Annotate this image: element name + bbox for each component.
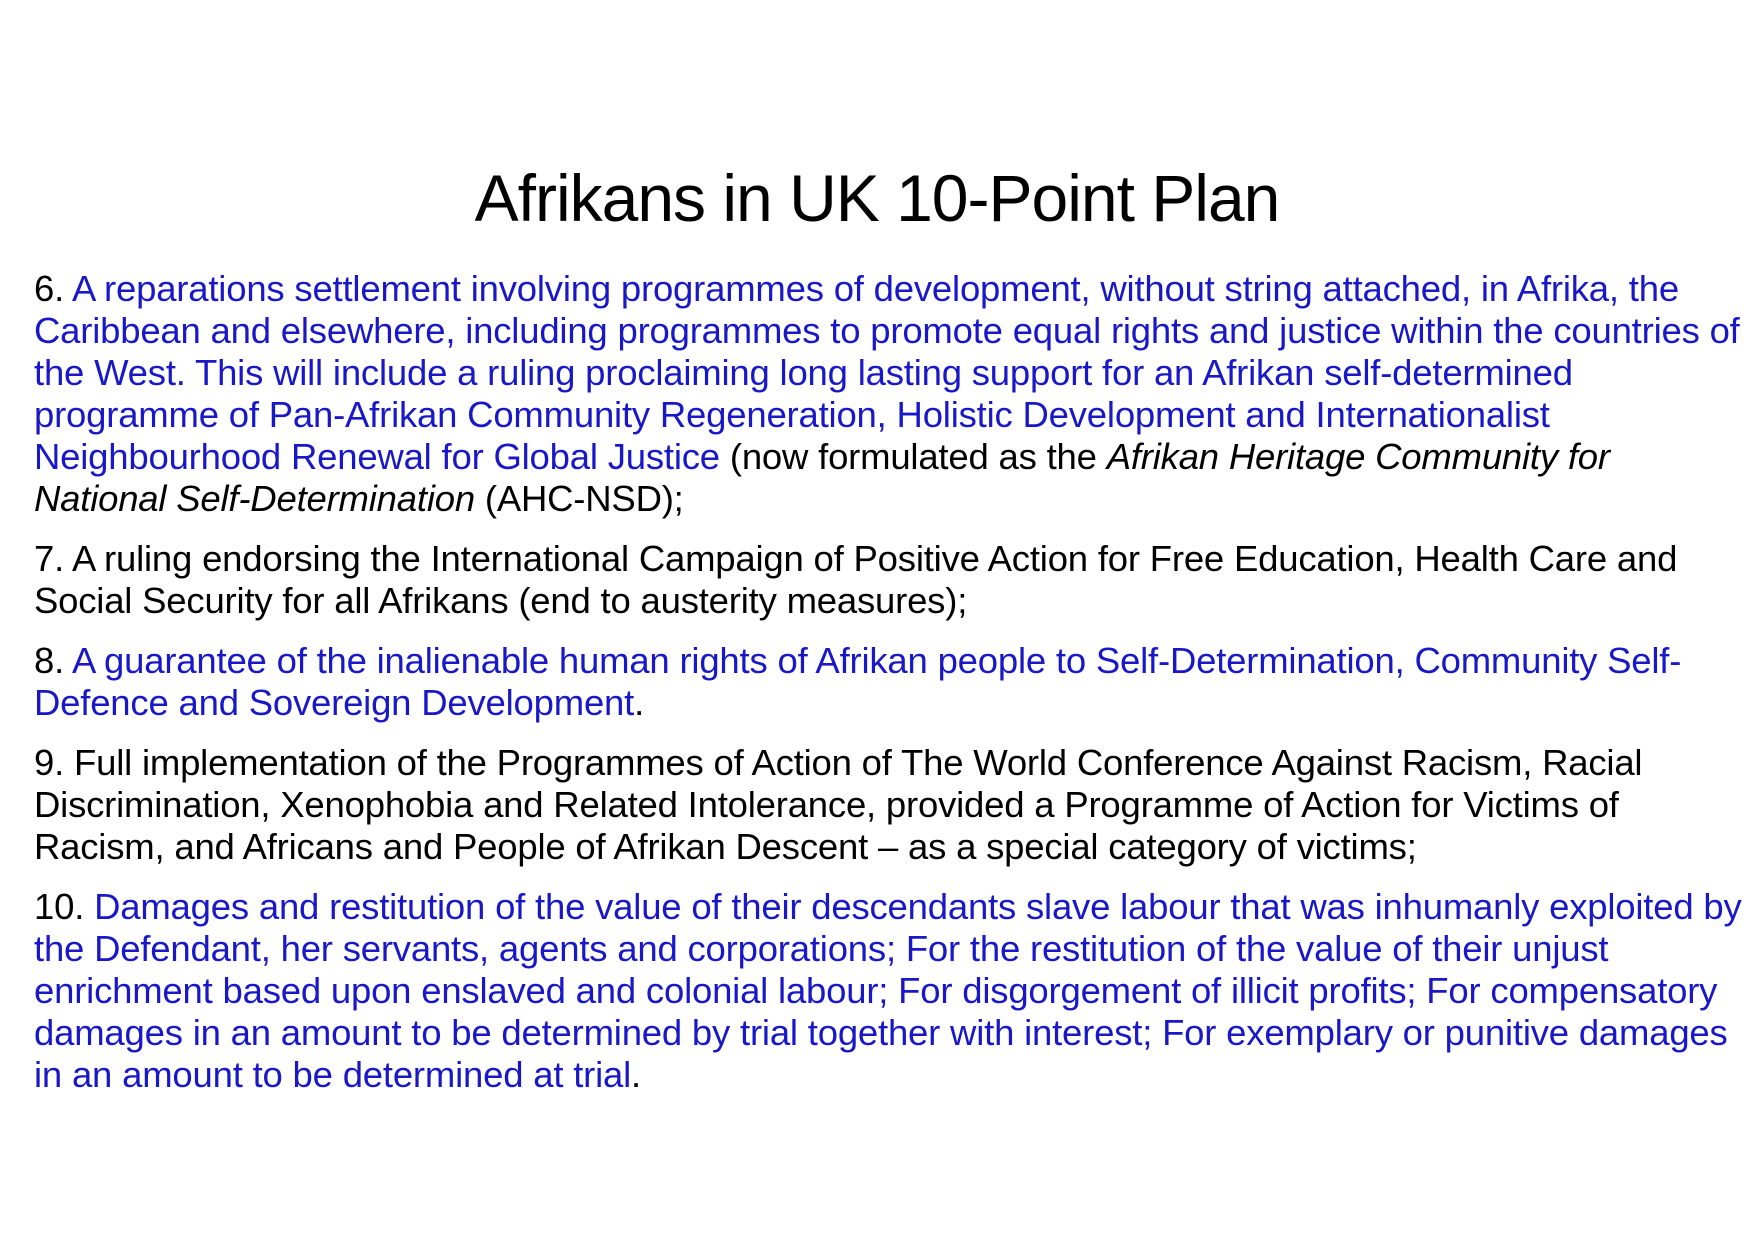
point-6-number: 6. [34,268,65,309]
point-7-text: A ruling endorsing the International Campaign of Positive Action for Free Education, Health Care and Social Security for all Afrikans (end to austerity measures); [34,538,1678,621]
point-6-italic-text: Afrikan Heritage Community for National Self-Determination [34,436,1610,519]
point-10 [34,886,1746,1096]
point-8 [34,640,1746,724]
point-10-blue-text: Damages and restitution of the value of their descendants slave labour that was inhumanly exploited by the Defendant, her servants, agents and corporations; For the restitution of the value of their unjust enrichment based upon enslaved and colonial labour; For disgorgement of illicit profits; For compensatory damages in an amount to be determined by trial together with interest; For exemplary or punitive damages in an amount to be determined at trial [34,886,1742,1095]
point-6-end-text: (AHC-NSD); [484,478,684,519]
point-8-end-text: . [634,682,645,723]
point-10-number: 10. [34,886,85,927]
point-7 [34,538,1746,622]
slide-title: Afrikans in UK 10-Point Plan [474,161,1280,235]
point-6-black-text: (now formulated as the [729,436,1097,477]
plan-points-list [34,268,1746,1114]
point-9 [34,742,1746,868]
point-8-number: 8. [34,640,65,681]
point-10-end-text: . [631,1054,641,1095]
point-6-blue-text: A reparations settlement involving programmes of development, without string attached, in Afrika, the Caribbean and elsewhere, including programmes to promote equal rights and justice within the countries of the West. This will include a ruling proclaiming long lasting support for an Afrikan self-determined programme of Pan-Afrikan Community Regeneration, Holistic Development and Internationalist Neighbourhood Renewal for Global Justice [34,268,1740,477]
point-7-number: 7. [34,538,65,579]
point-9-text: Full implementation of the Programmes of Action of The World Conference Against Racism, Racial Discrimination, Xenophobia and Related Intolerance, provided a Programme of Action for Victims of Racism, and Africans and People of Afrikan Descent – as a special category of victims; [34,742,1643,867]
point-8-blue-text: A guarantee of the inalienable human rights of Afrikan people to Self-Determination, Community Self-Defence and Sovereign Development [34,640,1682,723]
point-6 [34,268,1746,520]
point-9-number: 9. [34,742,65,783]
